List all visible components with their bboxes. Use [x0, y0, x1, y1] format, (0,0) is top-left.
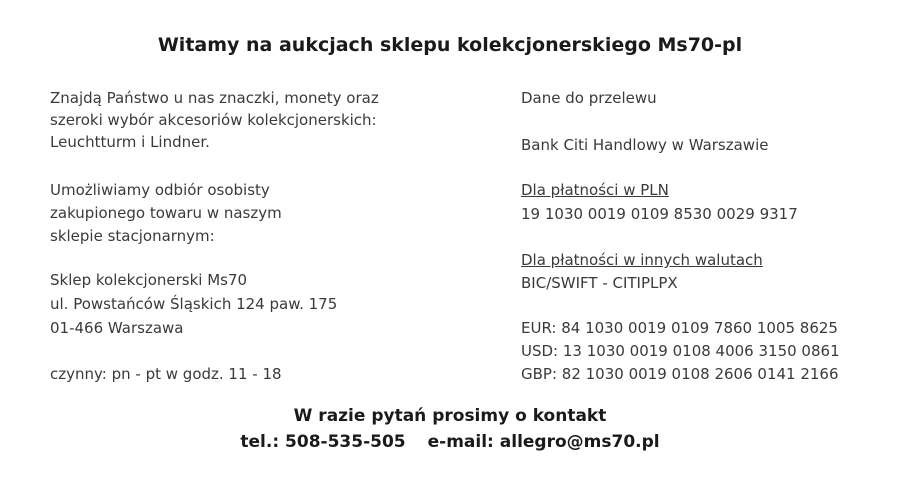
- intro-line-1: Znajdą Państwo u nas znaczki, monety oraz: [50, 89, 379, 107]
- pln-account: 19 1030 0019 0109 8530 0029 9317: [521, 205, 798, 223]
- email-address: e-mail: allegro@ms70.pl: [427, 432, 660, 452]
- swift-code: BIC/SWIFT - CITIPLPX: [521, 274, 678, 292]
- pickup-line-2: zakupionego towaru w naszym: [50, 204, 282, 222]
- page-title: Witamy na aukcjach sklepu kolekcjonerskiego Ms70-pl: [157, 34, 743, 56]
- other-currencies-label: Dla płatności w innych walutach: [521, 251, 763, 269]
- contact-heading: W razie pytań prosimy o kontakt: [293, 406, 607, 426]
- eur-account: EUR: 84 1030 0019 0109 7860 1005 8625: [521, 319, 838, 337]
- pln-label: Dla płatności w PLN: [521, 181, 669, 199]
- phone-number: tel.: 508-535-505: [240, 432, 406, 452]
- pickup-line-3: sklepie stacjonarnym:: [50, 227, 215, 245]
- contact-line: [0, 432, 900, 452]
- address-line-2: ul. Powstańców Śląskich 124 paw. 175: [50, 295, 338, 313]
- transfer-heading: Dane do przelewu: [521, 89, 657, 107]
- intro-line-3: Leuchtturm i Lindner.: [50, 133, 210, 151]
- pickup-line-1: Umożliwiamy odbiór osobisty: [50, 181, 270, 199]
- address-line-1: Sklep kolekcjonerski Ms70: [50, 271, 248, 289]
- intro-line-2: szeroki wybór akcesoriów kolekcjonerskich:: [50, 111, 377, 129]
- bank-name: Bank Citi Handlowy w Warszawie: [521, 136, 769, 154]
- usd-account: USD: 13 1030 0019 0108 4006 3150 0861: [521, 342, 840, 360]
- opening-hours: czynny: pn - pt w godz. 11 - 18: [50, 365, 282, 383]
- gbp-account: GBP: 82 1030 0019 0108 2606 0141 2166: [521, 365, 839, 383]
- address-line-3: 01-466 Warszawa: [50, 319, 184, 337]
